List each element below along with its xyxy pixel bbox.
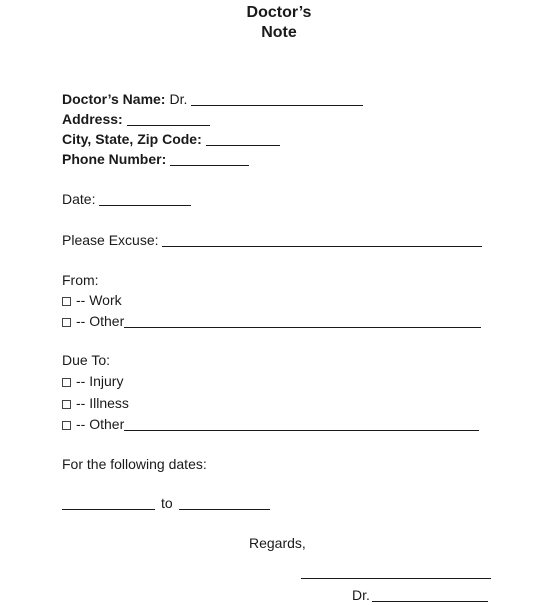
doctor-signature-field[interactable] (372, 587, 488, 602)
due-to-other-checkbox[interactable] (62, 421, 71, 430)
address-row (62, 110, 210, 128)
due-to-option-injury (62, 372, 123, 390)
phone-number-row (62, 150, 249, 168)
from-other-option-label: -- Other (76, 313, 125, 329)
doctor-name-label: Doctor’s Name: (62, 91, 166, 107)
work-checkbox[interactable] (62, 297, 71, 306)
regards-row (249, 534, 306, 552)
injury-option-label: -- Injury (76, 373, 124, 389)
city-state-zip-field[interactable] (206, 131, 280, 146)
date-row (62, 190, 191, 208)
city-state-zip-row (62, 130, 280, 148)
due-to-heading (62, 351, 110, 369)
due-to-option-other (62, 415, 479, 433)
date-label: Date: (62, 191, 96, 207)
please-excuse-field[interactable] (162, 232, 482, 247)
regards-label: Regards, (249, 535, 306, 551)
due-to-option-illness (62, 394, 129, 412)
end-date-field[interactable] (179, 495, 270, 510)
illness-checkbox[interactable] (62, 400, 71, 409)
address-label: Address: (62, 111, 123, 127)
doctor-signature-row (352, 586, 488, 604)
from-option-work (62, 291, 122, 309)
from-label: From: (62, 272, 99, 288)
injury-checkbox[interactable] (62, 378, 71, 387)
to-label: to (161, 495, 173, 511)
due-to-other-field[interactable] (124, 416, 479, 431)
document-title-line-1: Doctor’s (246, 4, 312, 21)
city-state-zip-label: City, State, Zip Code: (62, 131, 202, 147)
doctor-name-prefix: Dr. (169, 91, 188, 107)
from-option-other (62, 312, 481, 330)
following-dates-label: For the following dates: (62, 456, 207, 472)
from-heading (62, 271, 99, 289)
start-date-field[interactable] (62, 495, 155, 510)
document-title-line-2: Note (261, 24, 297, 41)
doctor-name-field[interactable] (191, 91, 363, 106)
date-range-row (62, 494, 270, 512)
date-field[interactable] (99, 191, 191, 206)
signature-line[interactable] (301, 578, 491, 579)
from-other-checkbox[interactable] (62, 318, 71, 327)
doctor-name-row (62, 90, 363, 108)
due-to-other-option-label: -- Other (76, 416, 125, 432)
following-dates-heading (62, 455, 207, 473)
please-excuse-label: Please Excuse: (62, 232, 159, 248)
address-field[interactable] (127, 111, 210, 126)
illness-option-label: -- Illness (76, 395, 129, 411)
work-option-label: -- Work (76, 292, 122, 308)
phone-number-label: Phone Number: (62, 151, 167, 167)
phone-number-field[interactable] (170, 151, 249, 166)
doctor-signature-prefix: Dr. (352, 587, 370, 603)
due-to-label: Due To: (62, 352, 110, 368)
from-other-field[interactable] (124, 313, 481, 328)
please-excuse-row (62, 231, 482, 249)
